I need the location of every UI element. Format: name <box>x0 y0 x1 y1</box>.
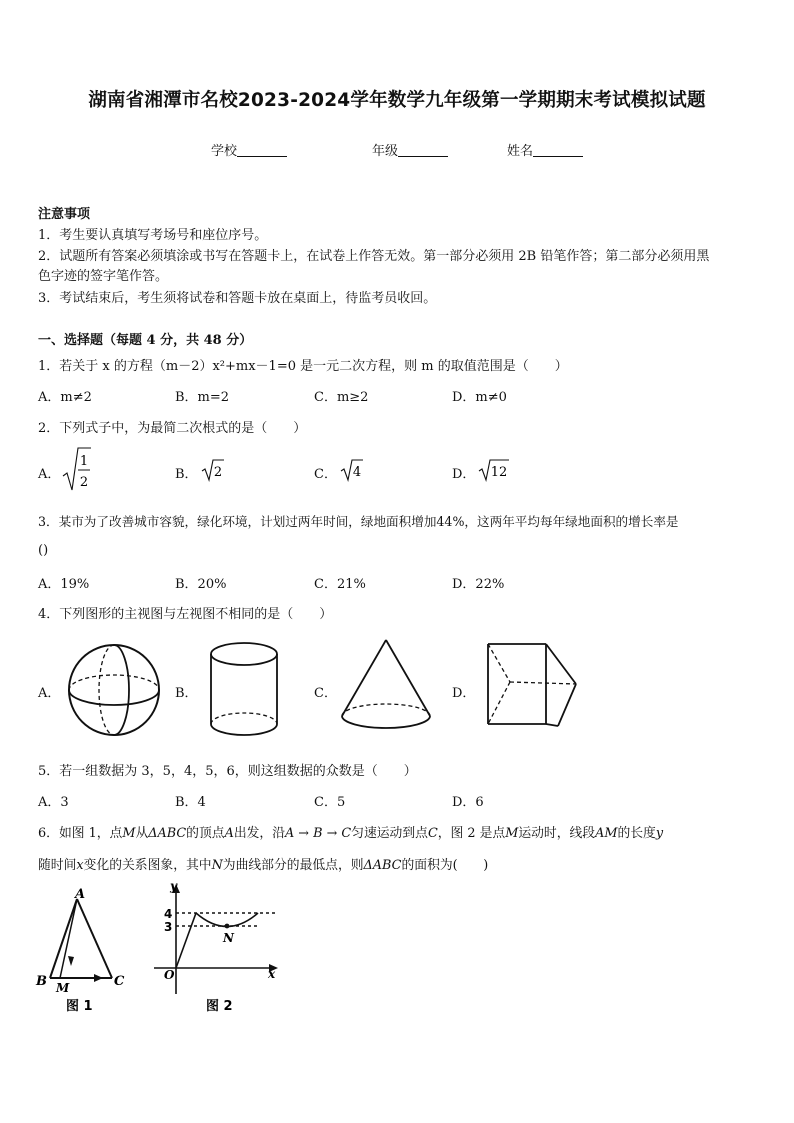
q3-stem: 3．某市为了改善城市容貌，绿化环境，计划过两年时间，绿地面积增加44%，这两年平均每年绿地面积的增长率是 <box>38 514 679 529</box>
q6-text: ，图 2 是点 <box>437 826 506 841</box>
q4-option-c-label[interactable]: C． <box>314 686 337 701</box>
q3-option-d[interactable]: D．22% <box>452 577 505 592</box>
q1-option-d[interactable]: D．m≠0 <box>452 390 507 405</box>
name-blank[interactable] <box>533 143 583 157</box>
q6-stem-line2 <box>38 854 488 873</box>
grade-field <box>372 140 448 159</box>
notice-item-2: 2．试题所有答案必须填涂或书写在答题卡上，在试卷上作答无效。第一部分必须用 2B 铅笔作答；第二部分必须用黑 <box>38 249 710 264</box>
q3-option-a[interactable]: A．19% <box>38 577 90 592</box>
q6-var-m: M <box>122 826 136 841</box>
school-blank[interactable] <box>237 143 287 157</box>
q6-triangle-abc: ΔABC <box>148 826 187 841</box>
q2-option-a-radical <box>62 446 92 494</box>
q5-option-d[interactable]: D．6 <box>452 795 484 810</box>
sphere-figure <box>64 640 164 740</box>
q6-segment-am: AM <box>595 826 618 841</box>
fig2-point-n: N <box>223 931 234 945</box>
q4-option-b-label[interactable]: B． <box>175 686 198 701</box>
fig2-origin-label: O <box>164 968 175 982</box>
q2-frac-num: 1 <box>79 454 89 469</box>
fig1-label-a: A <box>75 888 86 902</box>
q1-stem: 1．若关于 x 的方程（m－2）x²+mx－1=0 是一元二次方程，则 m 的取值范围是（ ） <box>38 359 568 374</box>
fig1-label-m: M <box>56 981 70 995</box>
q2-stem: 2．下列式子中，为最简二次根式的是（ ） <box>38 421 307 436</box>
q6-var-n: N <box>211 858 223 873</box>
q6-var-m: M <box>505 826 519 841</box>
cone-figure <box>338 636 434 736</box>
q3-stem-paren: () <box>38 543 49 558</box>
q6-var-c: C <box>427 826 438 841</box>
q6-text: 运动时，线段 <box>518 826 596 841</box>
q6-var-a: A <box>224 826 234 841</box>
q2-option-c-label[interactable]: C． <box>314 467 337 482</box>
page-title: 湖南省湘潭市名校2023-2024学年数学九年级第一学期期末考试模拟试题 <box>88 90 706 111</box>
section-heading: 一、选择题（每题 4 分，共 48 分） <box>38 333 253 348</box>
q1-option-a[interactable]: A．m≠2 <box>38 390 92 405</box>
q6-figure-1-triangle <box>30 888 140 1016</box>
q5-stem: 5．若一组数据为 3，5，4，5，6，则这组数据的众数是（ ） <box>38 764 417 779</box>
q6-text: 匀速运动到点 <box>351 826 428 841</box>
q2-option-b-label[interactable]: B． <box>175 467 198 482</box>
q5-option-a[interactable]: A．3 <box>38 795 69 810</box>
fig2-tick-4: 4 <box>164 907 173 921</box>
q3-option-b[interactable]: B．20% <box>175 577 227 592</box>
q6-text: 从 <box>135 826 149 841</box>
q2-option-d-radical <box>478 458 510 482</box>
q4-stem: 4．下列图形的主视图与左视图不相同的是（ ） <box>38 607 333 622</box>
q2-frac-den: 2 <box>79 475 89 490</box>
q6-text: 变化的关系图象，其中 <box>83 858 212 873</box>
q6-var-y: y <box>655 826 664 841</box>
fig2-tick-3: 3 <box>164 920 173 934</box>
q2-radicand-c: 4 <box>352 465 362 480</box>
name-label: 姓名 <box>507 144 534 159</box>
q6-text: 随时间 <box>38 858 77 873</box>
notice-heading: 注意事项 <box>38 207 91 222</box>
q2-option-d-label[interactable]: D． <box>452 467 476 482</box>
name-field <box>507 140 583 159</box>
notice-item-2-cont: 色字迹的签字笔作答。 <box>38 269 169 284</box>
q2-option-a-label[interactable]: A． <box>38 467 61 482</box>
school-label: 学校 <box>211 144 238 159</box>
q6-text: 出发，沿 <box>233 826 285 841</box>
q6-path: A → B → C <box>285 826 352 841</box>
cylinder-figure <box>207 640 281 740</box>
q6-text: 为曲线部分的最低点，则 <box>222 858 364 873</box>
q2-option-b-radical <box>201 458 225 482</box>
notice-item-1: 1．考生要认真填写考场号和座位序号。 <box>38 228 268 243</box>
q4-option-a-label[interactable]: A． <box>38 686 61 701</box>
q6-stem-line1 <box>38 822 663 841</box>
fig2-caption: 图 2 <box>206 999 233 1014</box>
fig1-label-c: C <box>114 974 125 989</box>
q2-radicand-d: 12 <box>490 465 508 480</box>
fig2-axis-y-label: y <box>170 880 177 893</box>
q4-option-d-label[interactable]: D． <box>452 686 476 701</box>
q3-option-c[interactable]: C．21% <box>314 577 366 592</box>
q1-option-b[interactable]: B．m=2 <box>175 390 230 405</box>
q6-text: 的顶点 <box>186 826 225 841</box>
q6-text: 6．如图 1，点 <box>38 826 123 841</box>
prism-figure <box>480 636 580 736</box>
q6-var-x: x <box>76 858 84 873</box>
q6-text: 的面积为( ) <box>401 858 489 873</box>
fig1-caption: 图 1 <box>66 999 93 1014</box>
grade-blank[interactable] <box>398 143 448 157</box>
q1-option-c[interactable]: C．m≥2 <box>314 390 369 405</box>
q6-figure-2-graph <box>150 880 282 1016</box>
notice-item-3: 3．考试结束后，考生须将试卷和答题卡放在桌面上，待监考员收回。 <box>38 291 437 306</box>
grade-label: 年级 <box>372 144 399 159</box>
q2-option-c-radical <box>340 458 364 482</box>
q2-radicand-b: 2 <box>213 465 223 480</box>
school-field <box>211 140 287 159</box>
fig2-axis-x-label: x <box>268 967 276 981</box>
fig1-label-b: B <box>36 974 47 989</box>
q6-triangle-abc: ΔABC <box>363 858 402 873</box>
q5-option-b[interactable]: B．4 <box>175 795 206 810</box>
q6-text: 的长度 <box>617 826 656 841</box>
q5-option-c[interactable]: C．5 <box>314 795 346 810</box>
